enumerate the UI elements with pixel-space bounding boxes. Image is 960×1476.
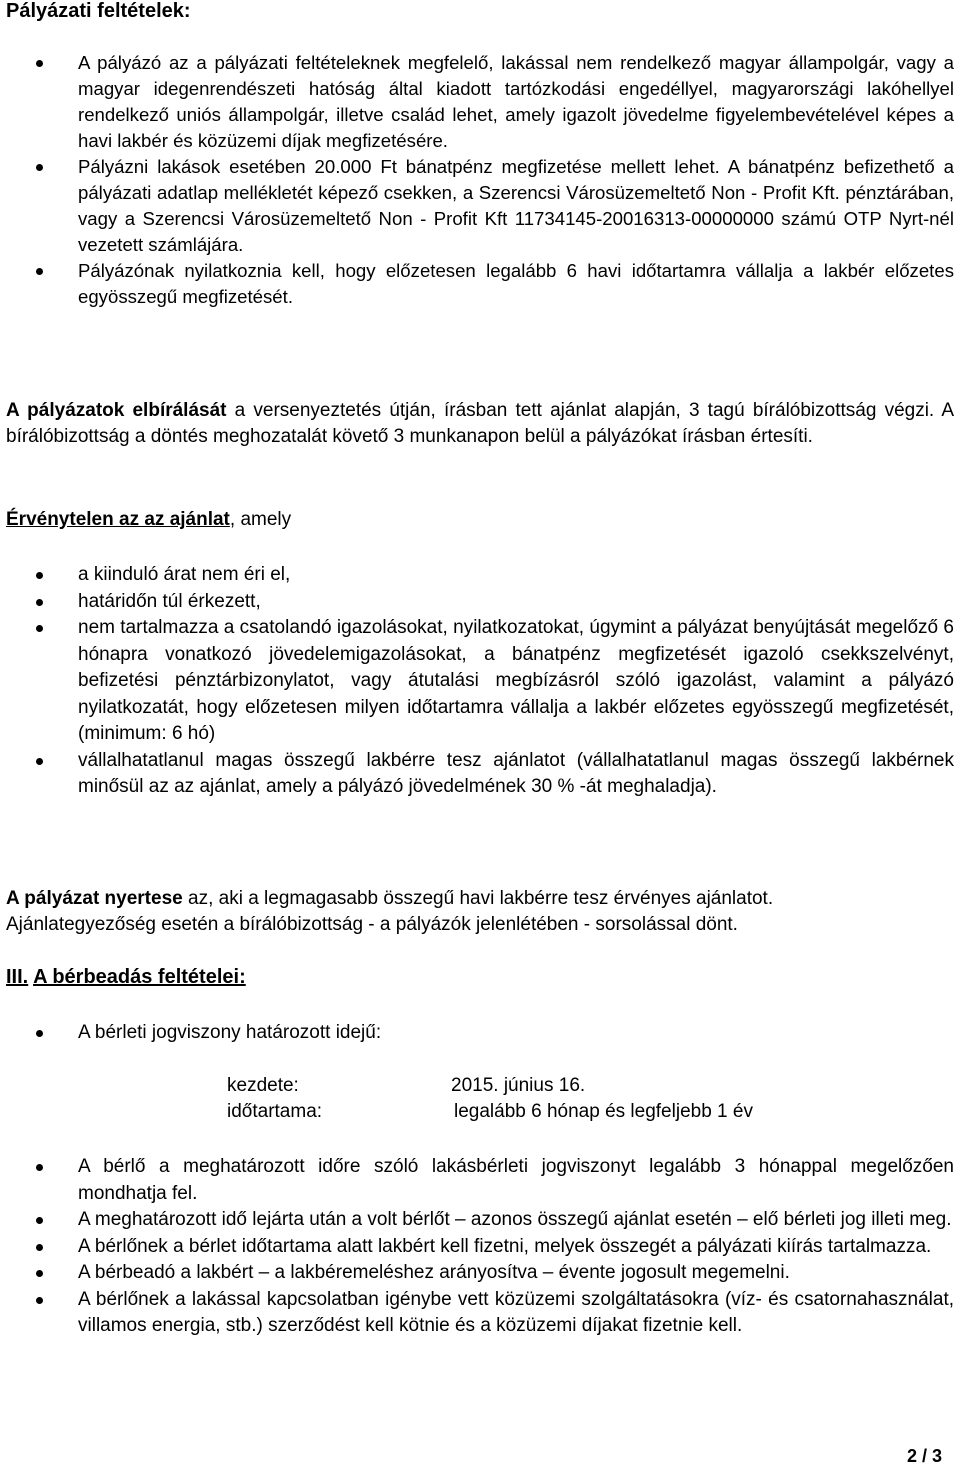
list-item: A bérlőnek a bérlet időtartama alatt lakbért kell fizetni, melyek összegét a pályázati kiírás tartalmazza. <box>6 1234 954 1261</box>
section-heading: Pályázati feltételek: <box>6 0 191 22</box>
invalid-list <box>6 562 954 801</box>
invalid-intro <box>6 507 954 533</box>
lease-list <box>6 1020 954 1047</box>
section3-title: A bérbeadás feltételei: <box>33 966 246 988</box>
start-label: kezdete: <box>227 1075 299 1096</box>
list-item: A bérlő a meghatározott időre szóló lakásbérleti jogviszonyt legalább 3 hónappal megelőzően mondhatja fel. <box>6 1154 954 1207</box>
list-item: A bérlőnek a lakással kapcsolatban igénybe vett közüzemi szolgáltatásokra (víz- és csatornahasználat, villamos energia, stb.) szerződést kell kötnie és a közüzemi díjakat fizetnie kell. <box>6 1287 954 1340</box>
duration-label: időtartama: <box>227 1101 323 1122</box>
evaluation-bold: A pályázatok elbírálását <box>6 400 227 421</box>
winner-bold: A pályázat nyertese <box>6 888 183 909</box>
section3-heading <box>6 964 954 990</box>
list-item: A bérleti jogviszony határozott idejű: <box>6 1020 954 1047</box>
lease-terms-list <box>6 1154 954 1340</box>
list-item: Pályázni lakások esetében 20.000 Ft bánatpénz megfizetése mellett lehet. A bánatpénz befizethető a pályázati adatlap mellékletét képező csekken, a Szerencsi Városüzemeltető Non - Profit Kft. pénztárában, vagy a Szerencsi Városüzemeltető Non - Profit Kft 11734145-20016313-00000000 számú OTP Nyrt-nél vezetett számlájára. <box>6 154 954 258</box>
conditions-list <box>6 50 954 310</box>
section3-number: III. <box>6 966 29 988</box>
invalid-intro-text: , amely <box>229 509 292 530</box>
page-number: 2 / 3 <box>906 1446 942 1466</box>
winner-text: az, aki a legmagasabb összegű havi lakbérre tesz érvényes ajánlatot. <box>182 888 774 909</box>
list-item: vállalhatatlanul magas összegű lakbérre tesz ajánlatot (vállalhatatlanul magas összegű lakbérnek minősül az az ajánlat, amely a pályázó jövedelmének 30 % -át meghaladja). <box>6 748 954 801</box>
list-item: a kiinduló árat nem éri el, <box>6 562 954 589</box>
start-value: 2015. június 16. <box>451 1075 586 1096</box>
list-item: A bérbeadó a lakbért – a lakbéremeléshez arányosítva – évente jogosult megemelni. <box>6 1260 954 1287</box>
evaluation-paragraph <box>6 398 954 450</box>
winner-paragraph <box>6 886 954 912</box>
list-item: A meghatározott idő lejárta után a volt bérlőt – azonos összegű ajánlat esetén – elő bérleti jog illeti meg. <box>6 1207 954 1234</box>
tie-paragraph: Ajánlategyezőség esetén a bírálóbizottság - a pályázók jelenlétében - sorsolással dönt. <box>6 914 738 935</box>
duration-value: legalább 6 hónap és legfeljebb 1 év <box>454 1101 753 1122</box>
list-item: Pályázónak nyilatkoznia kell, hogy előzetesen legalább 6 havi időtartamra vállalja a lakbér előzetes egyösszegű megfizetését. <box>6 258 954 310</box>
invalid-bold: Érvénytelen az az ajánlat <box>6 509 230 530</box>
list-item: határidőn túl érkezett, <box>6 589 954 616</box>
evaluation-text: a versenyeztetés útján, írásban tett ajánlat alapján, 3 tagú bírálóbizottság végzi. A bírálóbizottság a döntés meghozatalát követő 3 munkanapon belül a pályázókat írásban értesíti. <box>6 400 954 447</box>
list-item: A pályázó az a pályázati feltételeknek megfelelő, lakással nem rendelkező magyar állampolgár, vagy a magyar idegenrendészeti hatóság által kiadott tartózkodási engedéllyel, magyarországi lakóhellyel rendelkező uniós állampolgár, illetve család lehet, amely igazolt jövedelme figyelembevételével képes a havi lakbér és közüzemi díjak megfizetésére. <box>6 50 954 154</box>
list-item: nem tartalmazza a csatolandó igazolásokat, nyilatkozatokat, úgymint a pályázat benyújtását megelőző 6 hónapra vonatkozó jövedelemigazolásokat, a bánatpénz megfizetését igazoló csekkszelvényt, befizetési pénztárbizonylatot, vagy átutalási megbízásról szóló igazolást, valamint a pályázó nyilatkozatát, hogy előzetesen milyen időtartamra vállalja a lakbér előzetes egyösszegű megfizetését, (minimum: 6 hó) <box>6 615 954 748</box>
